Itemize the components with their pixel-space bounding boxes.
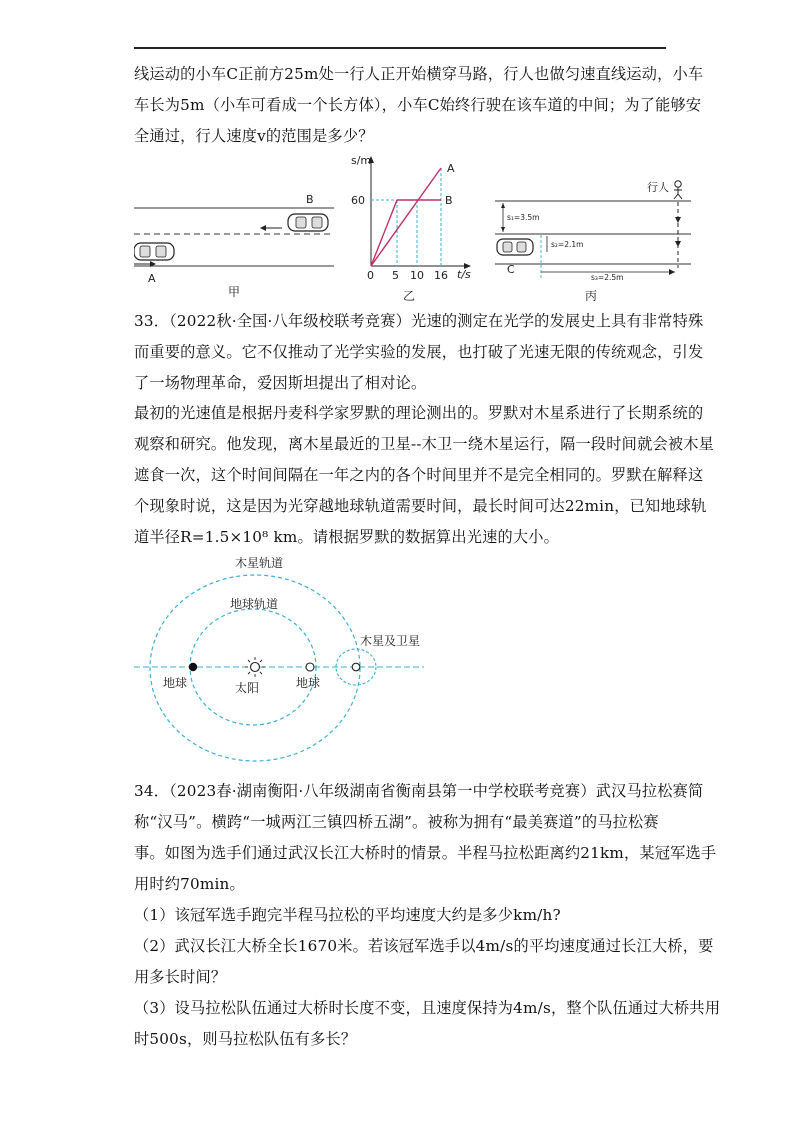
s3-label: s₃=2.5m: [591, 273, 624, 282]
pedestrian-icon: [674, 181, 682, 199]
q34-line-4: 用时约70min。: [134, 875, 245, 893]
q33-line-4: 最初的光速值是根据丹麦科学家罗默的理论测出的。罗默对木星系进行了长期系统的: [134, 404, 704, 422]
q34-line-2: 称“汉马”。横跨“一城两江三镇四桥五湖”。被称为拥有“最美赛道”的马拉松赛: [134, 813, 659, 831]
x-tick-16: 16: [434, 269, 448, 282]
s1-label: s₁=3.5m: [507, 213, 540, 222]
car-b: [288, 214, 328, 231]
q34-sub-2b: 用多长时间？: [134, 968, 227, 986]
q33-line-1: 33．（2022秋·全国·八年级校联考竞赛）光速的测定在光学的发展史上具有非常特殊: [134, 312, 704, 330]
q33-line-8: 道半径R=1.5×10⁸ km。请根据罗默的数据算出光速的大小。: [134, 528, 560, 546]
car-a: [134, 243, 174, 260]
figure-jia-road: [134, 188, 334, 300]
label-c: C: [507, 263, 515, 276]
s2-label: s₂=2.1m: [551, 240, 584, 249]
x-tick-10: 10: [410, 269, 424, 282]
pedestrian-label: 行人: [647, 181, 669, 194]
q34-sub-2a: （2）武汉长江大桥全长1670米。若该冠军选手以4m/s的平均速度通过长江大桥，要: [134, 937, 714, 955]
y-tick-60: 60: [351, 194, 365, 207]
figure-yi-graph: [345, 148, 485, 303]
sun-icon: [245, 657, 265, 677]
caption-yi: 乙: [403, 289, 416, 303]
sun-label: 太阳: [235, 681, 260, 695]
caption-jia: 甲: [228, 285, 241, 299]
q32-line-1: 线运动的小车C正前方25m处一行人正开始横穿马路，行人也做匀速直线运动，小车: [134, 65, 704, 83]
q33-line-6: 遮食一次，这个时间间隔在一年之内的各个时间里并不是完全相同的。罗默在解释这: [134, 466, 704, 484]
q34-line-1: 34．（2023春·湖南衡阳·八年级湖南省衡南县第一中学校联考竞赛）武汉马拉松赛简: [134, 782, 704, 800]
earth-left-label: 地球: [163, 676, 188, 690]
earth-right-label: 地球: [296, 676, 321, 690]
jupiter-marker: [352, 663, 360, 671]
jupiter-orbit-label: 木星轨道: [235, 556, 284, 570]
q33-line-5: 观察和研究。他发现，离木星最近的卫星--木卫一绕木星运行，隔一段时间就会被木星: [134, 435, 715, 453]
q34-line-3: 事。如图为选手们通过武汉长江大桥时的情景。半程马拉松距离约21km，某冠军选手: [134, 844, 717, 862]
x-axis-label: t/s: [457, 268, 471, 281]
car-c: [497, 239, 533, 255]
graph-label-a: A: [447, 162, 455, 175]
q32-line-3: 全通过，行人速度v的范围是多少？: [134, 127, 374, 145]
x-tick-0: 0: [367, 269, 374, 282]
line-b-rise: [371, 200, 397, 266]
orbit-figure: [134, 553, 426, 765]
label-b: B: [306, 193, 314, 206]
earth-left-marker: [189, 663, 197, 671]
q32-line-2: 车长为5m（小车可看成一个长方体），小车C始终行驶在该车道的中间；为了能够安: [134, 96, 702, 114]
q33-line-2: 而重要的意义。它不仅推动了光学实验的发展，也打破了光速无限的传统观念，引发: [134, 343, 704, 361]
q33-line-7: 个现象时说，这是因为光穿越地球轨道需要时间，最长时间可达22min，已知地球轨: [134, 497, 707, 515]
graph-label-b: B: [445, 194, 453, 207]
earth-orbit-label: 地球轨道: [230, 597, 279, 611]
caption-bing: 丙: [585, 289, 598, 303]
q34-sub-1: （1）该冠军选手跑完半程马拉松的平均速度大约是多少km/h?: [134, 906, 561, 924]
line-a: [371, 168, 441, 266]
x-tick-5: 5: [392, 269, 399, 282]
header-rule: [134, 47, 666, 49]
y-axis-label: s/m: [351, 154, 372, 167]
q34-sub-3b: 时500s，则马拉松队伍有多长？: [134, 1030, 357, 1048]
figure-bing-road: [495, 176, 695, 304]
q34-sub-3a: （3）设马拉松队伍通过大桥时长度不变，且速度保持为4m/s，整个队伍通过大桥共用: [134, 999, 721, 1017]
label-a: A: [148, 272, 156, 285]
earth-right-marker: [306, 663, 314, 671]
q33-line-3: 了一场物理革命，爱因斯坦提出了相对论。: [134, 374, 427, 392]
jupiter-moon-label: 木星及卫星: [360, 634, 421, 648]
